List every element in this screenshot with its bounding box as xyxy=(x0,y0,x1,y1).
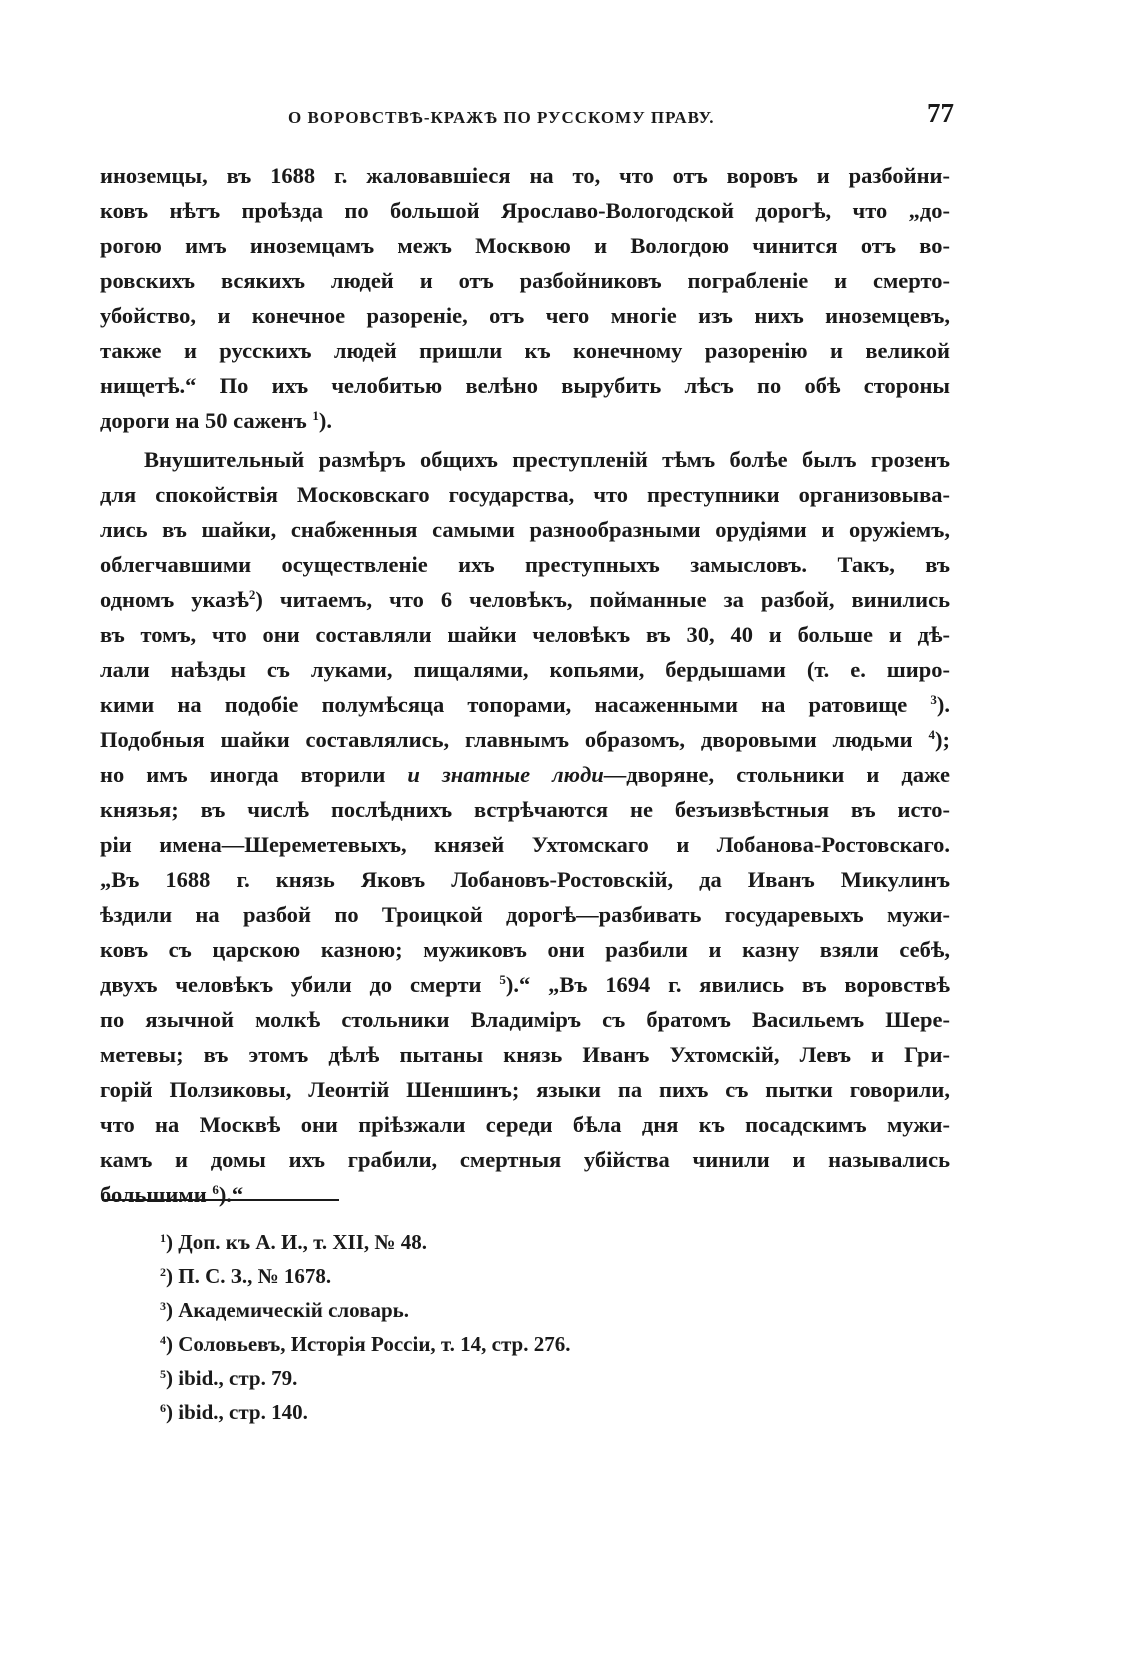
footnote-ref: 1 xyxy=(312,408,319,423)
footnote-text: ibid., стр. 140. xyxy=(178,1400,308,1424)
running-title: О ВОРОВСТВѢ-КРАЖѢ ПО РУССКОМУ ПРАВУ. xyxy=(288,108,715,127)
text-line xyxy=(100,1177,950,1212)
text-line: нищетѣ.“ По ихъ челобитью велѣно вырубить лѣсъ по обѣ стороны xyxy=(100,373,950,398)
footnote-ref: 5 xyxy=(499,972,506,987)
text-line: рогою имъ иноземцамъ межъ Москвою и Вологдою чинится отъ во- xyxy=(100,233,950,258)
footnote-divider xyxy=(102,1199,339,1201)
text-line xyxy=(100,967,950,1002)
text-line: въ томъ, что они составляли шайки человѣкъ въ 30, 40 и больше и дѣ- xyxy=(100,622,950,647)
text-line: что на Москвѣ они пріѣзжали середи бѣла дня къ посадскимъ мужи- xyxy=(100,1112,950,1137)
footnote: $^3$) Академическій словарь. xyxy=(160,1298,410,1322)
text-span: ). xyxy=(318,408,333,433)
footnote: $^6$) ibid., стр. 140. xyxy=(160,1400,308,1424)
text-line: ковъ нѣтъ проѣзда по большой Ярославо-Вологодской дорогѣ, что „до- xyxy=(100,198,950,223)
text-line xyxy=(100,687,950,722)
footnote: $^5$) ibid., стр. 79. xyxy=(160,1366,298,1390)
page-number: 77 xyxy=(927,98,954,128)
footnote-number: 5 xyxy=(160,1367,166,1381)
text-line: убойство, и конечное разореніе, отъ чего многіе изъ нихъ иноземцевъ, xyxy=(100,303,950,328)
text-line: также и русскихъ людей пришли къ конечному разоренію и великой xyxy=(100,338,950,363)
text-line: лали наѣзды съ луками, пищалями, копьями, бердышами (т. е. широ- xyxy=(100,657,950,682)
text-line: облегчавшими осуществленіе ихъ преступныхъ замысловъ. Такъ, въ xyxy=(100,552,950,577)
footnote-text: Доп. къ А. И., т. XII, № 48. xyxy=(178,1230,427,1254)
text-span: ).“ „Въ 1694 г. явились въ воровствѣ xyxy=(505,972,950,997)
text-line: иноземцы, въ 1688 г. жаловавшіеся на то, что отъ воровъ и разбойни- xyxy=(100,163,950,188)
text-line: ковъ съ царскою казною; мужиковъ они разбили и казну взяли себѣ, xyxy=(100,937,950,962)
text-line: по язычной молкѣ стольники Владиміръ съ братомъ Васильемъ Шере- xyxy=(100,1007,950,1032)
text-span: ).“ xyxy=(218,1182,244,1207)
text-span: двухъ человѣкъ убили до смерти xyxy=(100,972,482,997)
text-span: ) читаемъ, что 6 человѣкъ, пойманные за разбой, винились xyxy=(255,587,950,612)
text-span: большими xyxy=(100,1182,207,1207)
text-line: лись въ шайки, снабженныя самыми разнообразными орудіями и оружіемъ, xyxy=(100,517,950,542)
text-line xyxy=(100,403,950,438)
text-line: ріи имена—Шереметевыхъ, князей Ухтомскаго и Лобанова-Ростовскаго. xyxy=(100,832,950,857)
running-header xyxy=(100,98,954,138)
text-line: ѣздили на разбой по Троицкой дорогѣ—разбивать государевыхъ мужи- xyxy=(100,902,950,927)
text-span: Подобныя шайки составлялись, главнымъ образомъ, дворовыми людьми xyxy=(100,727,913,752)
text-line: горій Ползиковы, Леонтій Шеншинъ; языки па пихъ съ пытки говорили, xyxy=(100,1077,950,1102)
text-line: для спокойствія Московскаго государства, что преступники организовыва- xyxy=(100,482,950,507)
footnotes xyxy=(160,1225,570,1429)
emphasis-text: и знатные люди xyxy=(407,762,604,787)
text-line xyxy=(100,757,950,792)
footnote: $^2$) П. С. З., № 1678. xyxy=(160,1264,332,1288)
text-line xyxy=(100,722,950,757)
footnote-ref: 3 xyxy=(930,692,937,707)
footnote-ref: 2 xyxy=(248,587,256,602)
text-line: князья; въ числѣ послѣднихъ встрѣчаются не безъизвѣстныя въ исто- xyxy=(100,797,950,822)
main-text xyxy=(100,158,950,1212)
footnote: $^1$) Доп. къ А. И., т. XII, № 48. xyxy=(160,1230,427,1254)
footnote-number: 4 xyxy=(160,1333,166,1347)
text-span: —дворяне, стольники и даже xyxy=(603,762,950,787)
footnote-ref: 4 xyxy=(928,727,936,742)
text-span: дороги на 50 саженъ xyxy=(100,408,307,433)
footnote-text: ibid., стр. 79. xyxy=(178,1366,298,1390)
footnote-number: 6 xyxy=(160,1401,166,1415)
footnote-number: 1 xyxy=(160,1231,166,1245)
footnote-text: Академическій словарь. xyxy=(178,1298,410,1322)
text-line: „Въ 1688 г. князь Яковъ Лобановъ-Ростовскій, да Иванъ Микулинъ xyxy=(100,867,950,892)
text-span: одномъ указѣ xyxy=(100,587,249,612)
text-line: ровскихъ всякихъ людей и отъ разбойниковъ пограбленіе и смерто- xyxy=(100,268,950,293)
text-line xyxy=(100,582,950,617)
text-span: ). xyxy=(936,692,950,717)
text-span: но имъ иногда вторили xyxy=(100,762,386,787)
footnote-number: 3 xyxy=(160,1299,166,1313)
text-line: Внушительный размѣръ общихъ преступленій тѣмъ болѣе былъ грозенъ xyxy=(144,447,950,472)
footnote-text: Соловьевъ, Исторія Россіи, т. 14, стр. 276. xyxy=(178,1332,571,1356)
text-span: кими на подобіе полумѣсяца топорами, насаженными на ратовище xyxy=(100,692,908,717)
footnote-text: П. С. З., № 1678. xyxy=(178,1264,332,1288)
footnote-number: 2 xyxy=(160,1265,166,1279)
text-span: ); xyxy=(935,727,951,752)
footnote-ref: 6 xyxy=(212,1182,219,1197)
footnote: $^4$) Соловьевъ, Исторія Россіи, т. 14, стр. 276. xyxy=(160,1332,571,1356)
text-line: камъ и домы ихъ грабили, смертныя убійства чинили и назывались xyxy=(100,1147,950,1172)
text-line: метевы; въ этомъ дѣлѣ пытаны князь Иванъ Ухтомскій, Левъ и Гри- xyxy=(100,1042,950,1067)
